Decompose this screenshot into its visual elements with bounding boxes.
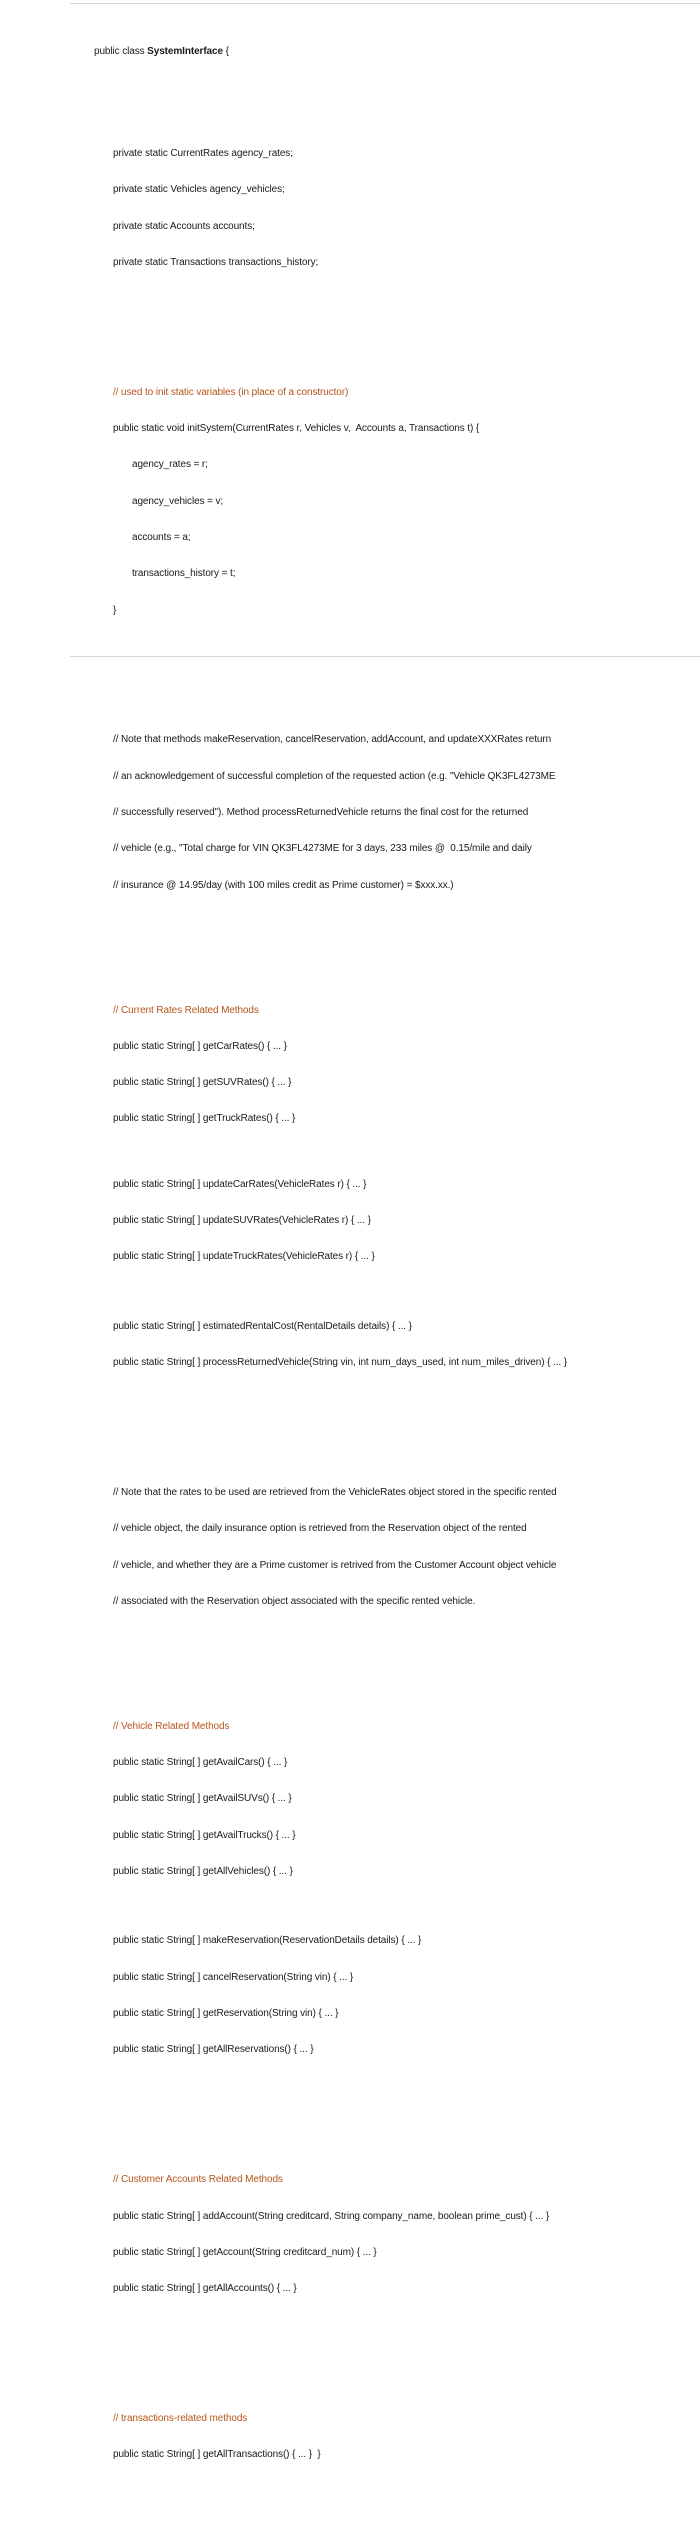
statement-line: transactions_history = t;: [132, 568, 236, 580]
method-line: public static String[ ] updateTruckRates(VehicleRates r) { ... }: [113, 1251, 375, 1263]
method-line: public static String[ ] getCarRates() { ... }: [113, 1040, 287, 1052]
transactions-section: [94, 2389, 694, 2486]
field-line: private static CurrentRates agency_rates;: [113, 148, 293, 160]
note-line: // Note that methods makeReservation, cancelReservation, addAccount, and updateXXXRates return: [113, 734, 552, 746]
section-heading-comment: // Current Rates Related Methods: [113, 1004, 259, 1016]
statement-line: agency_rates = r;: [132, 459, 208, 471]
method-line: public static String[ ] getAllReservations() { ... }: [113, 2044, 314, 2056]
method-line: public static String[ ] getAllVehicles() { ... }: [113, 1865, 293, 1877]
method-line: public static String[ ] processReturnedVehicle(String vin, int num_days_used, int num_miles_driven) { ... }: [113, 1357, 567, 1369]
method-line: public static String[ ] makeReservation(ReservationDetails details) { ... }: [113, 1935, 422, 1947]
method-line: public static String[ ] getAvailCars() { ... }: [113, 1757, 288, 1769]
note-line: // vehicle object, the daily insurance option is retrieved from the Reservation object of the rented: [113, 1523, 527, 1535]
method-line: public static String[ ] getAccount(String creditcard_num) { ... }: [113, 2246, 377, 2258]
method-signature: public static void initSystem(CurrentRates r, Vehicles v, Accounts a, Transactions t) {: [113, 423, 480, 435]
note-block-2: [94, 1463, 694, 1632]
section-heading-comment: // Customer Accounts Related Methods: [113, 2174, 283, 2186]
method-line: public static String[ ] getTruckRates() { ... }: [113, 1113, 296, 1125]
method-line: public static String[ ] updateCarRates(VehicleRates r) { ... }: [113, 1178, 367, 1190]
note-line: // vehicle (e.g., "Total charge for VIN QK3FL4273ME for 3 days, 233 miles @ 0.15/mile and daily: [113, 843, 532, 855]
note-line: // an acknowledgement of successful completion of the requested action (e.g. "Vehicle QK3FL4273ME: [113, 770, 556, 782]
note-line: // successfully reserved"). Method processReturnedVehicle returns the final cost for the returned: [113, 807, 529, 818]
closing-brace: }: [113, 604, 117, 616]
note-line: // vehicle, and whether they are a Prime customer is retrived from the Customer Account object vehicle: [113, 1559, 557, 1571]
bottom-divider: [70, 656, 700, 657]
init-block: [94, 363, 694, 641]
method-line: public static String[ ] addAccount(String creditcard, String company_name, boolean prime_cust) { ... }: [113, 2210, 550, 2222]
method-line: public static String[ ] getAvailTrucks() { ... }: [113, 1829, 296, 1841]
field-line: private static Vehicles agency_vehicles;: [113, 184, 285, 196]
top-divider: [70, 3, 700, 4]
note-line: // associated with the Reservation object associated with the specific rented vehicle.: [113, 1595, 476, 1607]
fields-block: [94, 124, 694, 293]
method-line: public static String[ ] cancelReservation(String vin) { ... }: [113, 1971, 354, 1983]
comment-line: // used to init static variables (in place of a constructor): [113, 386, 349, 398]
method-line: public static String[ ] estimatedRentalCost(RentalDetails details) { ... }: [113, 1320, 412, 1332]
section-heading-comment: // Vehicle Related Methods: [113, 1720, 230, 1732]
section-heading-comment: // transactions-related methods: [113, 2413, 248, 2424]
vehicles-section: [94, 1697, 694, 2081]
note-line: // insurance @ 14.95/day (with 100 miles credit as Prime customer) = $xxx.xx.): [113, 879, 454, 891]
note-block-1: [94, 710, 694, 916]
class-declaration: public class SystemInterface {: [94, 46, 229, 58]
rates-section: [94, 980, 694, 1393]
field-line: private static Accounts accounts;: [113, 220, 255, 232]
code-listing: [94, 10, 694, 2522]
method-line: public static String[ ] getAllTransactions() { ... } }: [113, 2449, 321, 2461]
method-line: public static String[ ] getAvailSUVs() { ... }: [113, 1793, 292, 1805]
field-line: private static Transactions transactions_history;: [113, 256, 319, 268]
method-line: public static String[ ] getSUVRates() { ... }: [113, 1077, 292, 1089]
method-line: public static String[ ] updateSUVRates(VehicleRates r) { ... }: [113, 1215, 371, 1227]
accounts-section: [94, 2150, 694, 2319]
statement-line: agency_vehicles = v;: [132, 495, 224, 507]
class-name: SystemInterface: [147, 46, 223, 58]
method-line: public static String[ ] getAllAccounts() { ... }: [113, 2283, 297, 2295]
statement-line: accounts = a;: [132, 531, 191, 543]
note-line: // Note that the rates to be used are retrieved from the VehicleRates object stored in the specific rented: [113, 1487, 557, 1499]
method-line: public static String[ ] getReservation(String vin) { ... }: [113, 2008, 339, 2019]
